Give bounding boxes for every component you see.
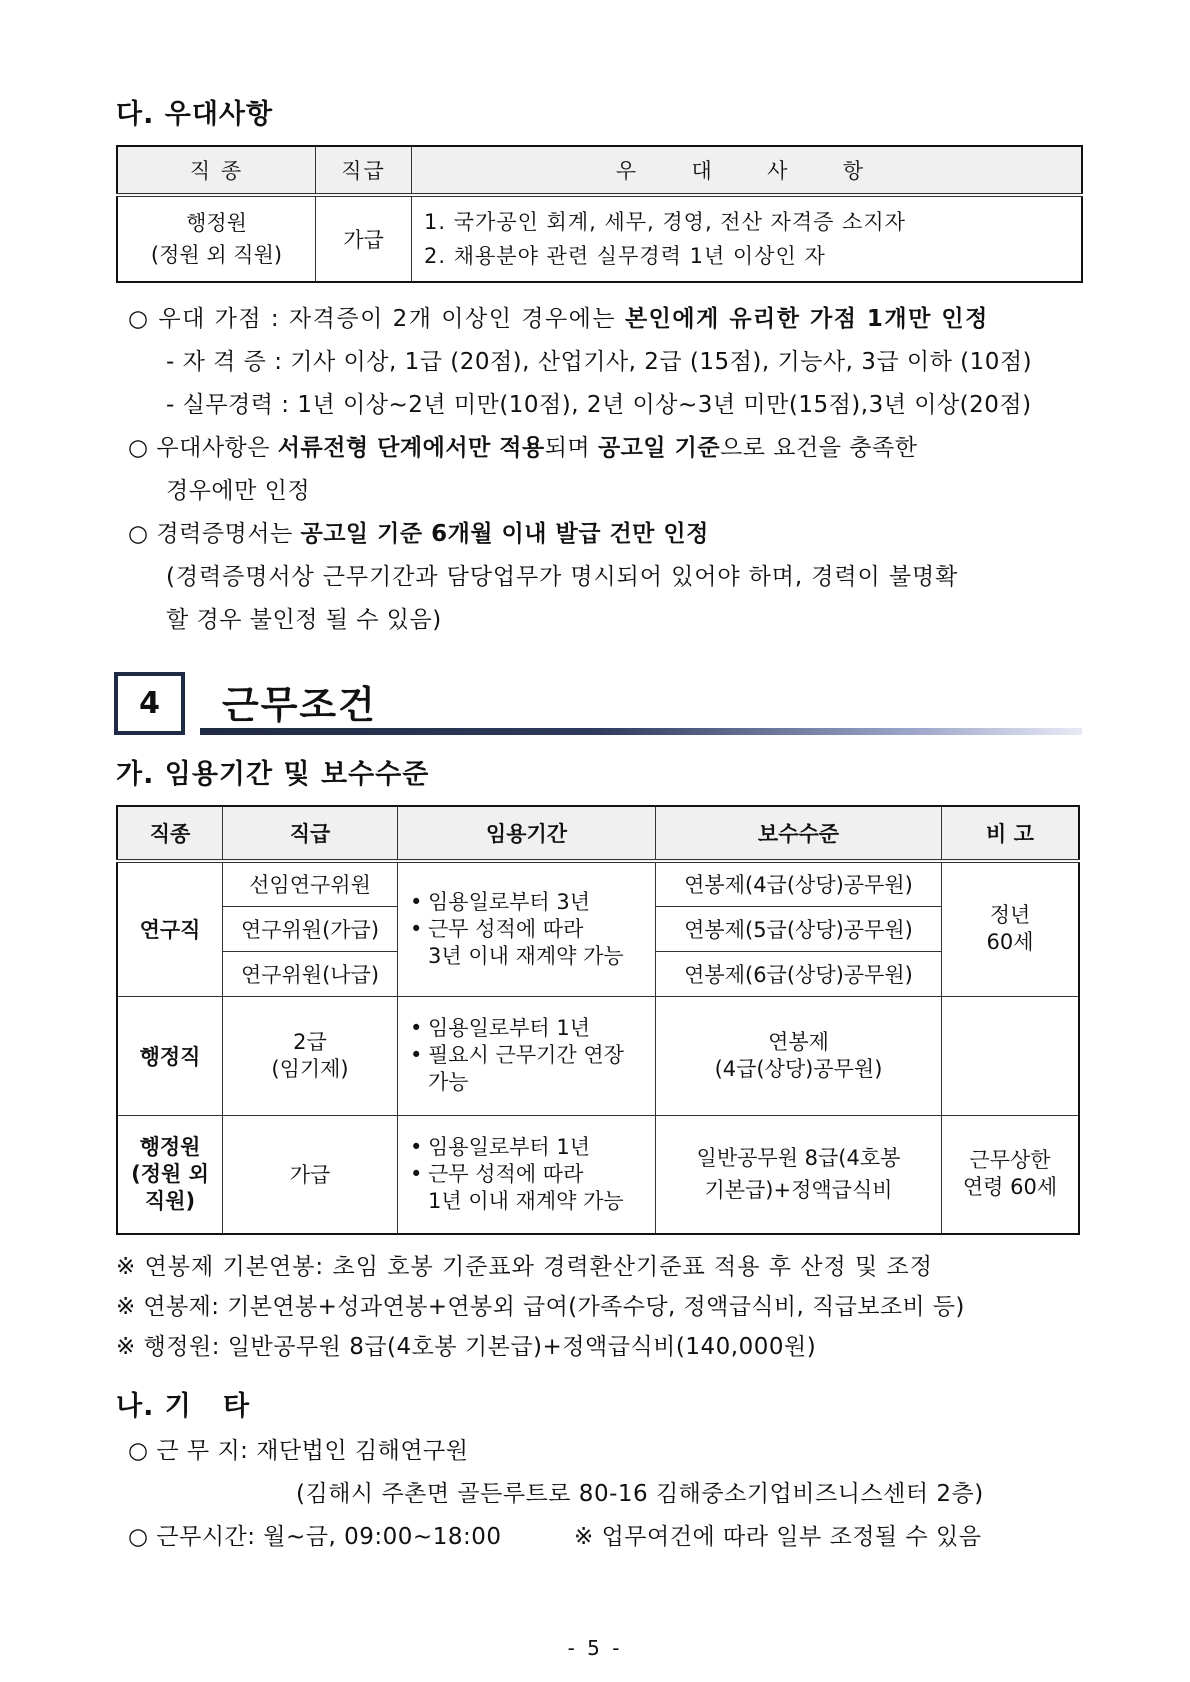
section-heading-term-pay: 가. 임용기간 및 보수수준 bbox=[116, 759, 430, 790]
pay-note-2: ※ 연봉제: 기본연봉+성과연봉+연봉외 급여(가족수당, 정액급식비, 직급보조비 등) bbox=[116, 1294, 965, 1320]
work-place: ○ 근 무 지: 재단법인 김해연구원 bbox=[128, 1438, 469, 1464]
section-underline-bar bbox=[200, 728, 1082, 735]
pref-note-1-sub-2: - 실무경력 : 1년 이상~2년 미만(10점), 2년 이상~3년 미만(15점),3년 이상(20점) bbox=[166, 392, 1032, 418]
pref-note-1-sub-1: - 자 격 증 : 기사 이상, 1급 (20점), 산업기사, 2급 (15점), 기능사, 3급 이하 (10점) bbox=[166, 349, 1033, 375]
admin-pay-cell: 연봉제 (4급(상당)공무원) bbox=[656, 996, 942, 1115]
pref-item: 1. 국가공인 회계, 세무, 경영, 전산 자격증 소지자 bbox=[424, 210, 906, 234]
pref-items-cell bbox=[412, 195, 1083, 282]
work-hours: ○ 근무시간: 월~금, 09:00~18:00 bbox=[128, 1524, 502, 1550]
section-heading-other: 나. 기 타 bbox=[116, 1391, 251, 1422]
section-title: 근무조건 bbox=[222, 683, 377, 727]
pref-job-cell: 행정원 (정원 외 직원) bbox=[117, 195, 316, 282]
pay-note-3: ※ 행정원: 일반공무원 8급(4호봉 기본급)+정액급식비(140,000원) bbox=[116, 1334, 817, 1360]
table-row bbox=[117, 1115, 1079, 1234]
research-term-cell: • 임용일로부터 3년 • 근무 성적에 따라 3년 이내 재계약 가능 bbox=[398, 861, 656, 996]
admin-term-cell: • 임용일로부터 1년 • 필요시 근무기간 연장 가능 bbox=[398, 996, 656, 1115]
grade-cell: 연구위원(나급) bbox=[223, 951, 398, 996]
admin-remarks-cell bbox=[942, 996, 1080, 1115]
admin-type-cell: 행정직 bbox=[117, 996, 223, 1115]
work-address: (김해시 주촌면 골든루트로 80-16 김해중소기업비즈니스센터 2층) bbox=[296, 1481, 984, 1507]
staff-term-cell: • 임용일로부터 1년 • 근무 성적에 따라 1년 이내 재계약 가능 bbox=[398, 1115, 656, 1234]
table-row bbox=[117, 996, 1079, 1115]
pref-note-3-line-2: (경력증명서상 근무기간과 담당업무가 명시되어 있어야 하며, 경력이 불명확 bbox=[166, 564, 959, 590]
header-job-type: 직종 bbox=[117, 806, 223, 861]
header-grade: 직급 bbox=[316, 146, 412, 195]
pref-note-3-line-3: 할 경우 불인정 될 수 있음) bbox=[166, 607, 442, 633]
pref-note-1: ○ 우대 가점 : 자격증이 2개 이상인 경우에는 본인에게 유리한 가점 1개만 인정 bbox=[128, 306, 989, 332]
pay-note-1: ※ 연봉제 기본연봉: 초임 호봉 기준표와 경력환산기준표 적용 후 산정 및 조정 bbox=[116, 1254, 933, 1280]
pay-cell: 연봉제(5급(상당)공무원) bbox=[656, 906, 942, 951]
staff-remarks-cell: 근무상한 연령 60세 bbox=[942, 1115, 1080, 1234]
grade-cell: 선임연구위원 bbox=[223, 861, 398, 906]
section-heading-preferences: 다. 우대사항 bbox=[116, 99, 274, 130]
pay-cell: 연봉제(6급(상당)공무원) bbox=[656, 951, 942, 996]
header-pay: 보수수준 bbox=[656, 806, 942, 861]
pay-cell: 연봉제(4급(상당)공무원) bbox=[656, 861, 942, 906]
research-type-cell: 연구직 bbox=[117, 861, 223, 996]
header-job-type: 직 종 bbox=[117, 146, 316, 195]
work-hours-note: ※ 업무여건에 따라 일부 조정될 수 있음 bbox=[574, 1524, 982, 1550]
staff-grade-cell: 가급 bbox=[223, 1115, 398, 1234]
pref-item: 2. 채용분야 관련 실무경력 1년 이상인 자 bbox=[424, 244, 826, 268]
table-row bbox=[117, 861, 1079, 906]
staff-pay-cell: 일반공무원 8급(4호봉 기본급)+정액급식비 bbox=[656, 1115, 942, 1234]
admin-grade-cell: 2급 (임기제) bbox=[223, 996, 398, 1115]
pref-note-2: ○ 우대사항은 서류전형 단계에서만 적용되며 공고일 기준으로 요건을 충족한 bbox=[128, 435, 918, 461]
header-remarks: 비 고 bbox=[942, 806, 1080, 861]
employment-conditions-table bbox=[116, 805, 1080, 1235]
section-number-box: 4 bbox=[114, 672, 185, 735]
page-number: - 5 - bbox=[567, 1636, 623, 1660]
pref-note-3: ○ 경력증명서는 공고일 기준 6개월 이내 발급 건만 인정 bbox=[128, 521, 709, 547]
research-remarks-cell: 정년 60세 bbox=[942, 861, 1080, 996]
header-term: 임용기간 bbox=[398, 806, 656, 861]
preference-table bbox=[116, 145, 1083, 283]
grade-cell: 연구위원(가급) bbox=[223, 906, 398, 951]
table-row bbox=[117, 195, 1082, 282]
staff-type-cell: 행정원 (정원 외 직원) bbox=[117, 1115, 223, 1234]
header-grade: 직급 bbox=[223, 806, 398, 861]
pref-grade-cell: 가급 bbox=[316, 195, 412, 282]
pref-note-2-line-2: 경우에만 인정 bbox=[166, 478, 311, 504]
header-preferences: 우 대 사 항 bbox=[412, 146, 1083, 195]
